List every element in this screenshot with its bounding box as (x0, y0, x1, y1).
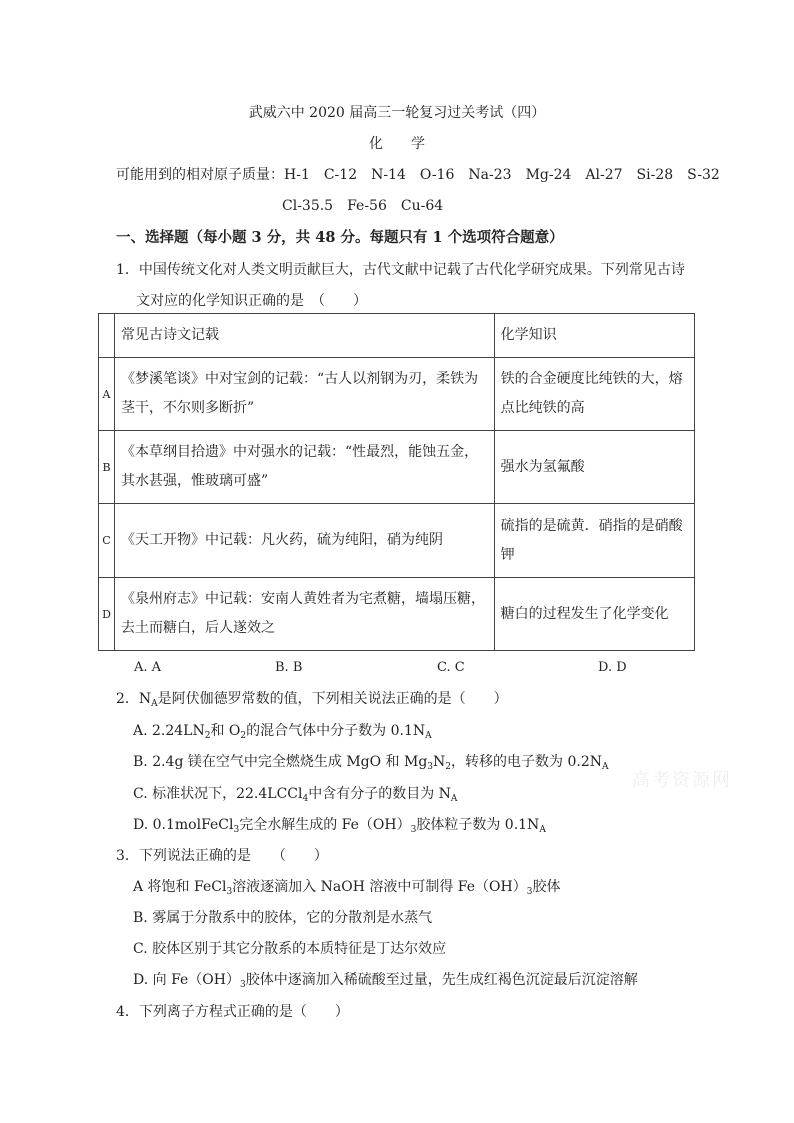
row-label: D (99, 578, 115, 651)
watermark: 高考资源网 (632, 770, 732, 791)
row-label: C (99, 504, 115, 578)
q2-option-b: B. 2.4g 镁在空气中完全燃烧生成 MgO 和 $Mg_3N_2$，转移的电子数为 $0.2N_A$ (133, 754, 609, 772)
q1-stem-line1: 1．中国传统文化对人类文明贡献巨大，古代文献中记载了古代化学研究成果。下列常见古诗 (116, 262, 685, 278)
q3-option-d: D. 向 $Fe(OH)_3$胶体中逐滴加入稀硫酸至过量，先生成红褐色沉淀最后沉淀溶解 (133, 972, 638, 990)
q1-table (98, 313, 695, 651)
table-row (99, 578, 695, 651)
q3-stem: 3．下列说法正确的是 （ ） (116, 848, 328, 864)
atomic-masses-line2: Cl-35.5 Fe-56 Cu-64 (282, 198, 444, 214)
row-record (115, 578, 495, 651)
q1-option-b: B. B (275, 660, 303, 675)
row-label: A (99, 358, 115, 431)
row-knowledge (494, 578, 694, 651)
record-line: 去土而糖白，后人遂效之 (121, 620, 276, 636)
q4-stem: 4．下列离子方程式正确的是（ ） (116, 1004, 349, 1020)
q1-option-c: C. C (437, 660, 465, 675)
atomic-masses-line1: 可能用到的相对原子质量：H-1 C-12 N-14 O-16 Na-23 Mg-24 Al-27 Si-28 S-32 (116, 167, 720, 183)
row-knowledge (494, 431, 694, 504)
row-label: B (99, 431, 115, 504)
record-line: 《天工开物》中记载：凡火药，硫为纯阳，硝为纯阴 (121, 532, 444, 548)
q1-stem-line2: 文对应的化学知识正确的是 （ ） (136, 293, 367, 309)
q2-option-a: A. $2.24LN_2$和 $O_2$的混合气体中分子数为 $0.1N_A$ (133, 723, 432, 741)
section-heading: 一、选择题（每小题 3 分，共 48 分。每题只有 1 个选项符合题意） (116, 229, 564, 246)
record-line: 其水甚强，惟玻璃可盛” (121, 473, 269, 489)
exam-title: 武威六中 2020 届高三一轮复习过关考试（四） (248, 105, 546, 121)
row-knowledge (494, 358, 694, 431)
knowledge-line: 钾 (500, 546, 515, 563)
knowledge-line: 铁的合金硬度比纯铁的大，熔 (500, 371, 683, 387)
record-line: 茎干，不尔则多断折” (121, 400, 255, 416)
record-line: 《梦溪笔谈》中对宝剑的记载：“古人以剂钢为刃，柔铁为 (121, 371, 479, 387)
knowledge-line: 强水为氢氟酸 (500, 458, 585, 475)
table-header-knowledge: 化学知识 (494, 314, 694, 358)
row-knowledge (494, 504, 694, 578)
row-record (115, 431, 495, 504)
record-line: 《本草纲目拾遗》中对强水的记载：“性最烈，能蚀五金， (121, 444, 479, 460)
table-header-row (99, 314, 695, 358)
q2-option-c: C. 标准状况下，22.4LCCl$_4$中含有分子的数目为 $N_A$ (133, 786, 458, 804)
row-record (115, 504, 495, 578)
q1-option-d: D. D (598, 660, 627, 675)
knowledge-line: 点比纯铁的高 (500, 400, 585, 416)
q3-option-a: A 将饱和 FeCl$_3$溶液逐滴加入 NaOH 溶液中可制得 $Fe(OH)_3$胶体 (133, 879, 561, 897)
q2-option-d: D. 0.1molFeCl$_3$完全水解生成的 $Fe(OH)_3$胶体粒子数为 $0.1N_A$ (133, 817, 546, 835)
subject-title: 化 学 (369, 136, 425, 152)
table-corner-cell (99, 314, 115, 358)
q3-option-c: C. 胶体区别于其它分散系的本质特征是丁达尔效应 (133, 941, 447, 957)
table-header-record: 常见古诗文记载 (115, 314, 495, 358)
q3-option-b: B. 雾属于分散系中的胶体，它的分散剂是水蒸气 (133, 910, 433, 926)
record-line: 《泉州府志》中记载：安南人黄姓者为宅煮糖，墙塌压糖， (121, 591, 486, 607)
row-record (115, 358, 495, 431)
q1-option-a: A. A (134, 660, 162, 675)
q2-stem: 2．$N_A$是阿伏伽德罗常数的值，下列相关说法正确的是（ ） (116, 691, 508, 709)
table-row (99, 431, 695, 504)
table-row (99, 504, 695, 578)
table-row (99, 358, 695, 431)
knowledge-line: 糖白的过程发生了化学变化 (500, 605, 669, 622)
knowledge-line: 硫指的是硫黄．硝指的是硝酸 (500, 517, 683, 534)
